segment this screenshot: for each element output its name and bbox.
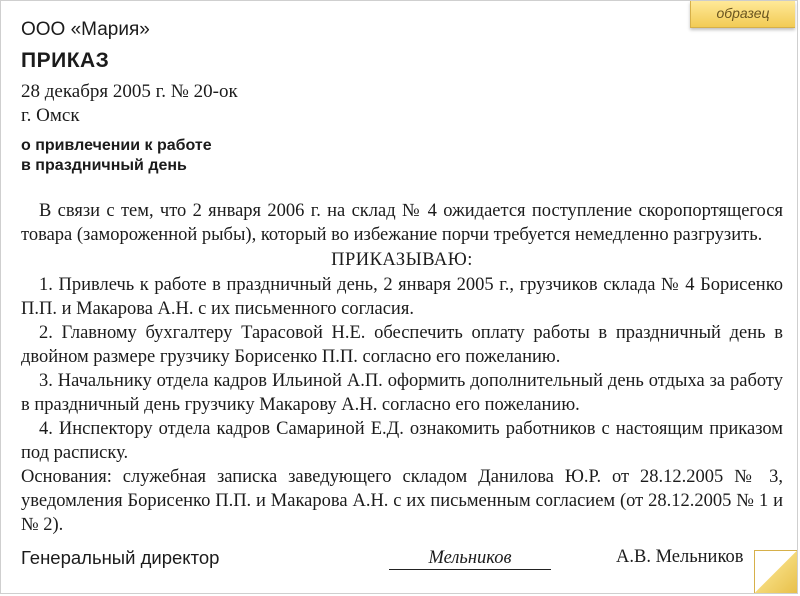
subject-line-2: в праздничный день <box>21 157 187 174</box>
subject-line-1: о привлечении к работе <box>21 137 212 154</box>
sample-badge: образец <box>690 1 795 28</box>
order-item-3: 3. Начальнику отдела кадров Ильиной А.П. оформить дополнительный день отдыха за работу в праздничный день грузчику Макарову А.Н. согласно его пожеланию. <box>21 371 783 415</box>
signature-line: Мельников <box>389 547 551 570</box>
signer-role: Генеральный директор <box>21 547 220 568</box>
intro-paragraph: В связи с тем, что 2 января 2006 г. на склад № 4 ожидается поступление скоропортящегося товара (замороженной рыбы), который во избежание порчи требуется немедленно разгрузить. <box>21 201 783 245</box>
subject-heading <box>21 136 212 176</box>
city: г. Омск <box>21 105 80 126</box>
order-word: ПРИКАЗЫВАЮ: <box>331 250 473 270</box>
page-curl-corner <box>754 550 797 593</box>
basis-paragraph: Основания: служебная записка заведующего складом Данилова Ю.Р. от 28.12.2005 № 3, уведомления Борисенко П.П. и Макарова А.Н. с их письменным согласием (от 28.12.2005 № 1 и № 2). <box>21 467 783 535</box>
order-item-4: 4. Инспектору отдела кадров Самариной Е.Д. ознакомить работников с настоящим приказом под расписку. <box>21 419 783 463</box>
signer-name: А.В. Мельников <box>616 547 744 567</box>
date-number: 28 декабря 2005 г. № 20-ок <box>21 81 238 102</box>
order-item-1: 1. Привлечь к работе в праздничный день, 2 января 2005 г., грузчиков склада № 4 Борисенко П.П. и Макарова А.Н. с их письменного согласия. <box>21 275 783 319</box>
document-body <box>21 199 783 537</box>
organization-name: ООО «Мария» <box>21 19 150 40</box>
order-item-2: 2. Главному бухгалтеру Тарасовой Н.Е. обеспечить оплату работы в праздничный день в двойном размере грузчику Борисенко П.П. согласно его пожеланию. <box>21 323 783 367</box>
document-title: ПРИКАЗ <box>21 49 110 72</box>
